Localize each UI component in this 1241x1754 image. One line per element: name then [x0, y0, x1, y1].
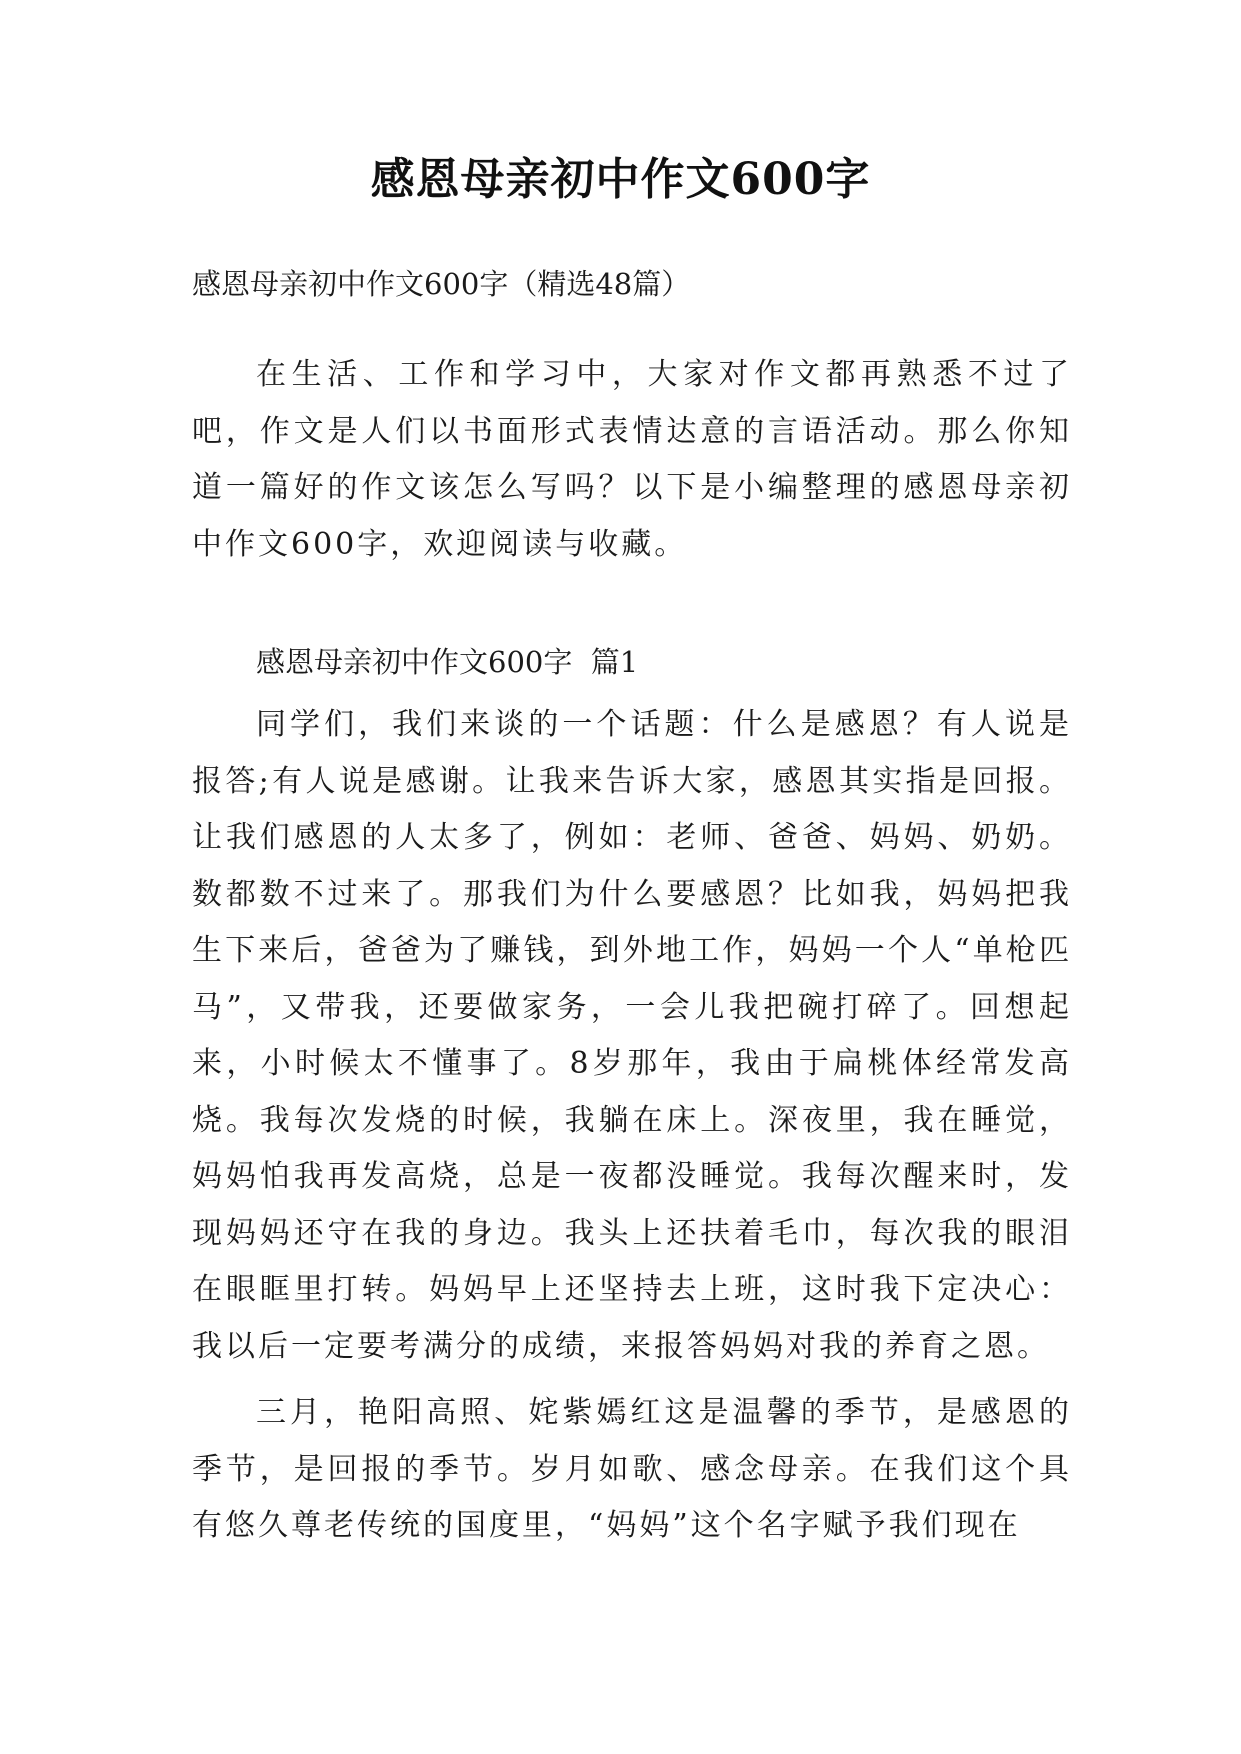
section-heading: 感恩母亲初中作文600字 篇1: [256, 645, 639, 679]
document-subtitle: 感恩母亲初中作文600字（精选48篇）: [192, 267, 691, 301]
intro-paragraph: 在生活、工作和学习中，大家对作文都再熟悉不过了吧，作文是人们以书面形式表情达意的言语活动。那么你知道一篇好的作文该怎么写吗？以下是小编整理的感恩母亲初中作文600字，欢迎阅读与收藏。: [192, 357, 1072, 562]
document-title: 感恩母亲初中作文600字: [370, 154, 871, 205]
body-paragraph: 三月，艳阳高照、姹紫嫣红这是温馨的季节，是感恩的季节，是回报的季节。岁月如歌、感念母亲。在我们这个具有悠久尊老传统的国度里，“妈妈”这个名字赋予我们现在: [192, 1395, 1072, 1543]
body-paragraph: 同学们，我们来谈的一个话题：什么是感恩？有人说是报答;有人说是感谢。让我来告诉大家，感恩其实指是回报。让我们感恩的人太多了，例如：老师、爸爸、妈妈、奶奶。数都数不过来了。那我们为什么要感恩？比如我，妈妈把我生下来后，爸爸为了赚钱，到外地工作，妈妈一个人“单枪匹马”，又带我，还要做家务，一会儿我把碗打碎了。回想起来，小时候太不懂事了。8岁那年，我由于扁桃体经常发高烧。我每次发烧的时候，我躺在床上。深夜里，我在睡觉，妈妈怕我再发高烧，总是一夜都没睡觉。我每次醒来时，发现妈妈还守在我的身边。我头上还扶着毛巾，每次我的眼泪在眼眶里打转。妈妈早上还坚持去上班，这时我下定决心：我以后一定要考满分的成绩，来报答妈妈对我的养育之恩。: [192, 707, 1072, 1364]
